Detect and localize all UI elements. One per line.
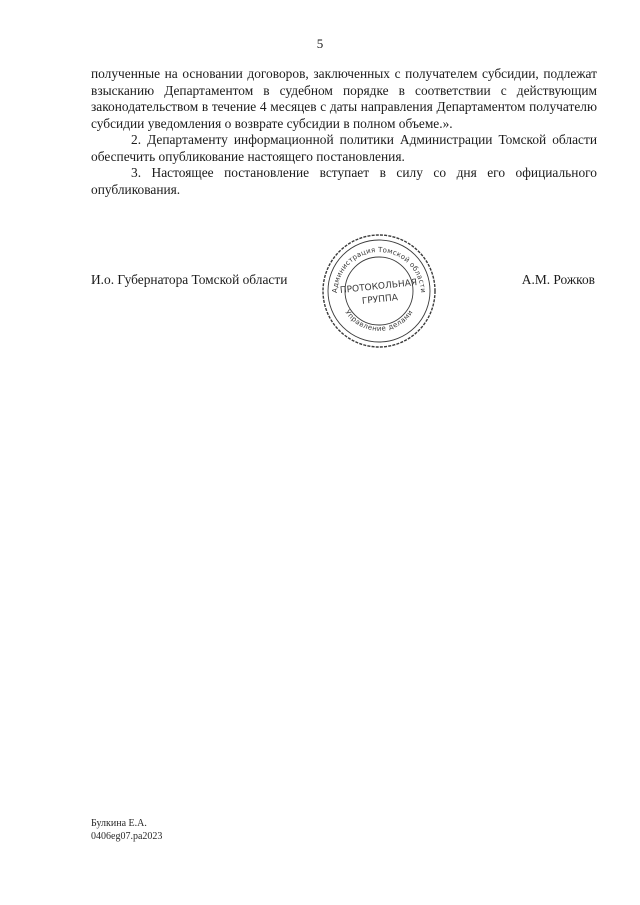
paragraph-continuation: полученные на основании договоров, заключенных с получателем субсидии, подлежат взысканию Департаментом в судебном порядке в соответствии с действующим законодательством в течение 4 месяцев с даты направления Департаментом получателю субсидии уведомления о возврате субсидии в полном объеме.».: [91, 66, 597, 131]
stamp-seal-icon: [320, 232, 438, 350]
official-stamp: [320, 232, 438, 350]
paragraph-item-3: 3. Настоящее постановление вступает в силу со дня его официального опубликования.: [91, 165, 597, 197]
stamp-outer-top-text: Администрация Томской области: [330, 245, 428, 294]
footer-author: Булкина Е.А.: [91, 818, 147, 829]
stamp-center-line1: ПРОТОКОЛЬНАЯ: [339, 278, 418, 297]
stamp-outer-bottom-text: Управление делами: [343, 308, 415, 333]
signatory-name: А.М. Рожков: [521, 272, 595, 287]
paragraph-item-2: 2. Департаменту информационной политики Администрации Томской области обеспечить опубликование настоящего постановления.: [91, 132, 597, 164]
stamp-center-line2: ГРУППА: [361, 293, 399, 307]
page-number: 5: [316, 36, 324, 51]
signatory-position: И.о. Губернатора Томской области: [91, 272, 288, 287]
footer-block: [91, 818, 162, 843]
document-body: [91, 66, 597, 198]
footer-doc-code: 0406eg07.pa2023: [91, 830, 163, 842]
svg-text:Управление делами: [343, 308, 414, 332]
